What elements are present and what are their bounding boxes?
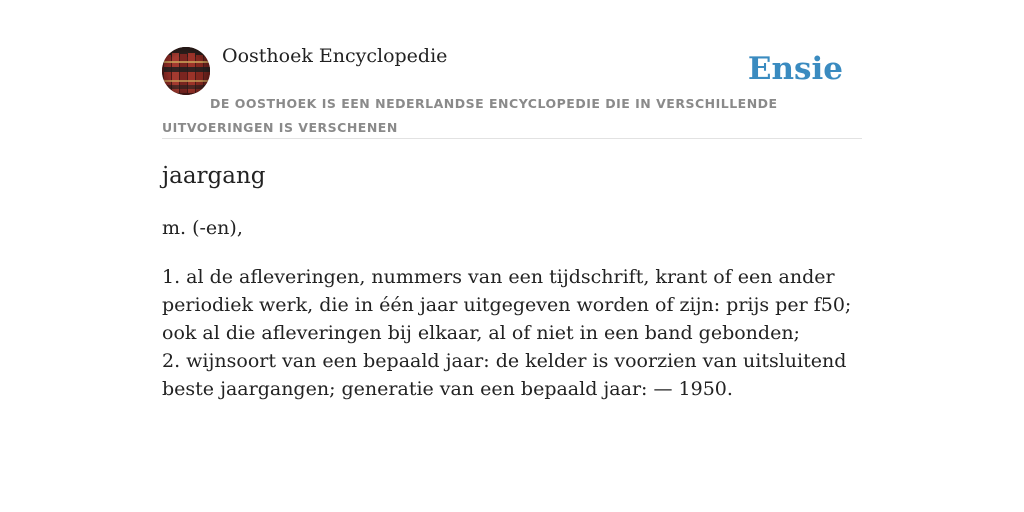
encyclopedia-books-icon[interactable] (162, 47, 210, 95)
ensie-logo-link[interactable]: Ensie (747, 51, 843, 87)
entry-definition (162, 263, 862, 403)
source-title[interactable]: Oosthoek Encyclopedie (222, 45, 448, 67)
entry-grammar: m. (-en), (162, 217, 243, 239)
entry-headword: jaargang (162, 163, 266, 189)
header-divider (162, 138, 862, 139)
source-description: DE OOSTHOEK IS EEN NEDERLANDSE ENCYCLOPEDIE DIE IN VERSCHILLENDE UITVOERINGEN IS VERSCHENEN (162, 96, 778, 135)
page (162, 0, 862, 512)
definition-sense-1: 1. al de afleveringen, nummers van een tijdschrift, krant of een ander periodiek werk, die in één jaar uitgegeven worden of zijn: prijs per f50; ook al die afleveringen bij elkaar, al of niet in een band gebonden; (162, 266, 852, 344)
definition-sense-2: 2. wijnsoort van een bepaald jaar: de kelder is voorzien van uitsluitend beste jaargangen; generatie van een bepaald jaar: — 1950. (162, 350, 847, 400)
